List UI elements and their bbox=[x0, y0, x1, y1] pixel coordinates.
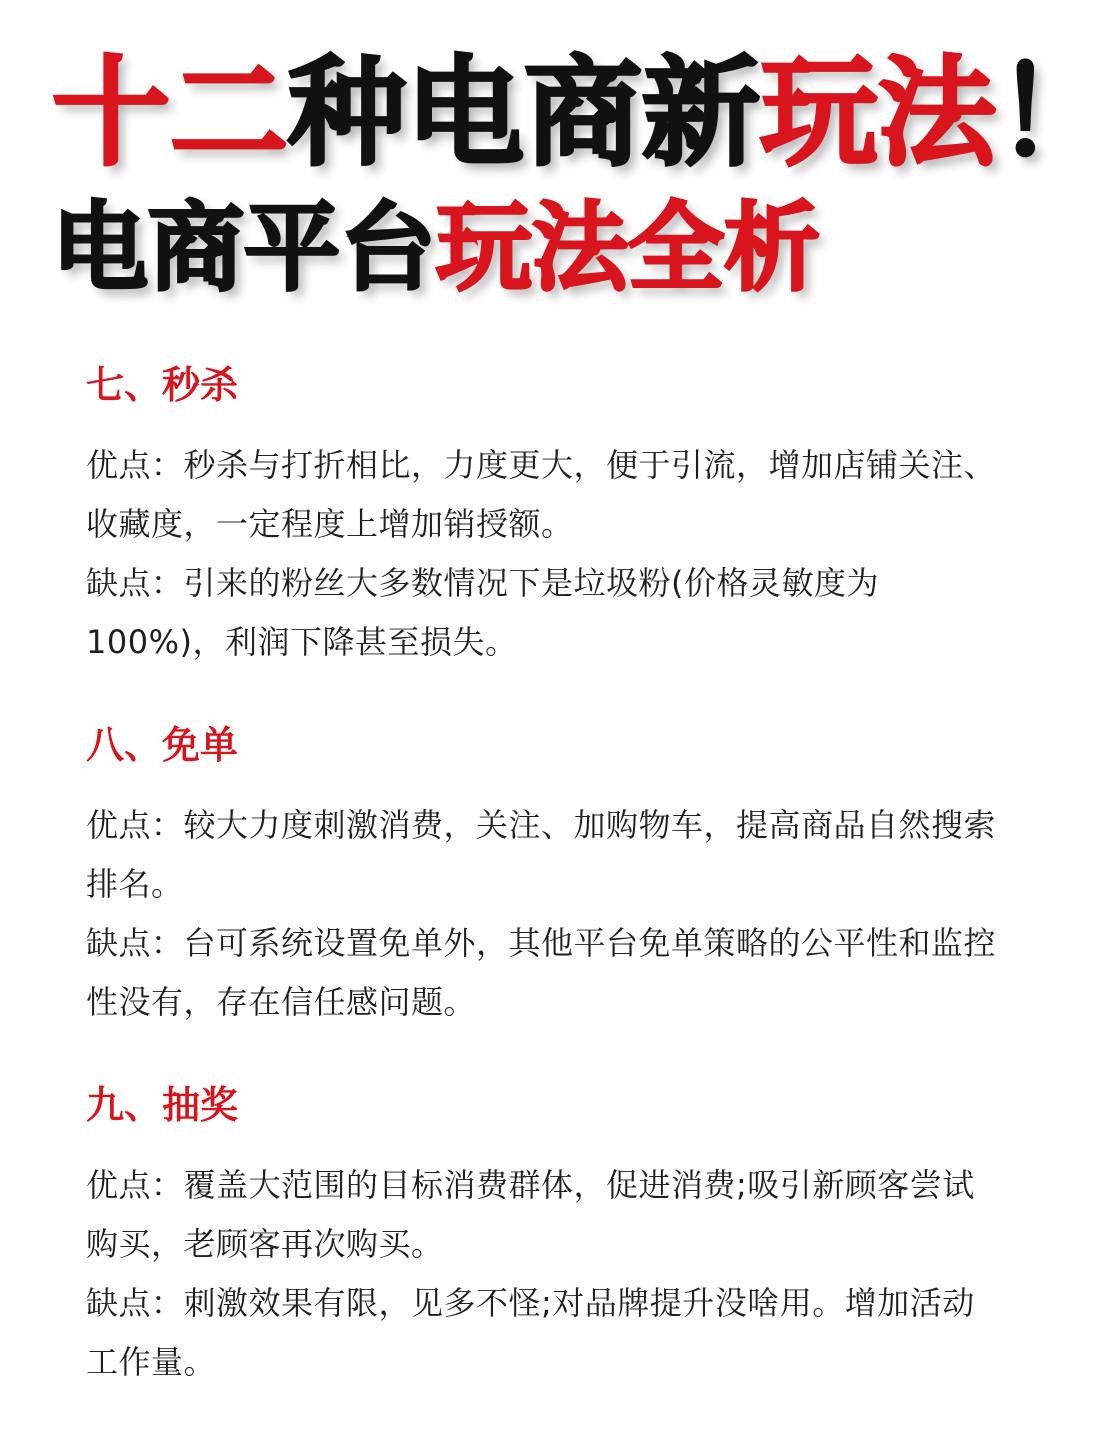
section-heading: 九、抽奖 bbox=[86, 1083, 239, 1127]
section-free-order bbox=[86, 720, 996, 1032]
main-title-part: 玩法 bbox=[760, 44, 997, 182]
sub-title-part: 玩法全析 bbox=[436, 192, 820, 304]
section-heading: 七、秒杀 bbox=[86, 363, 239, 407]
main-title-part: ！ bbox=[996, 44, 1114, 182]
pros-text: 优点：较大力度刺激消费，关注、加购物车，提高商品自然搜索排名。 bbox=[86, 806, 997, 903]
sub-title-part: 电商平台 bbox=[52, 192, 436, 304]
cons-text: 缺点：引来的粉丝大多数情况下是垃圾粉(价格灵敏度为100%)，利润下降甚至损失。 bbox=[86, 564, 879, 661]
main-title bbox=[52, 44, 1114, 182]
content-area bbox=[86, 360, 996, 1392]
sub-title bbox=[52, 192, 1052, 304]
main-title-part: 十二 bbox=[52, 44, 289, 182]
cons-text: 缺点：刺激效果有限，见多不怪;对品牌提升没啥用。增加活动工作量。 bbox=[86, 1284, 975, 1381]
main-title-part: 种电商新 bbox=[288, 44, 761, 182]
pros-text: 优点：秒杀与打折相比，力度更大，便于引流，增加店铺关注、收藏度，一定程度上增加销授额。 bbox=[86, 446, 997, 543]
cons-text: 缺点：台可系统设置免单外，其他平台免单策略的公平性和监控性没有，存在信任感问题。 bbox=[86, 924, 997, 1021]
section-heading: 八、免单 bbox=[86, 723, 239, 767]
section-seckill bbox=[86, 360, 996, 672]
section-lottery bbox=[86, 1080, 996, 1392]
pros-text: 优点：覆盖大范围的目标消费群体，促进消费;吸引新顾客尝试购买，老顾客再次购买。 bbox=[86, 1166, 975, 1263]
title-block bbox=[52, 44, 1114, 304]
